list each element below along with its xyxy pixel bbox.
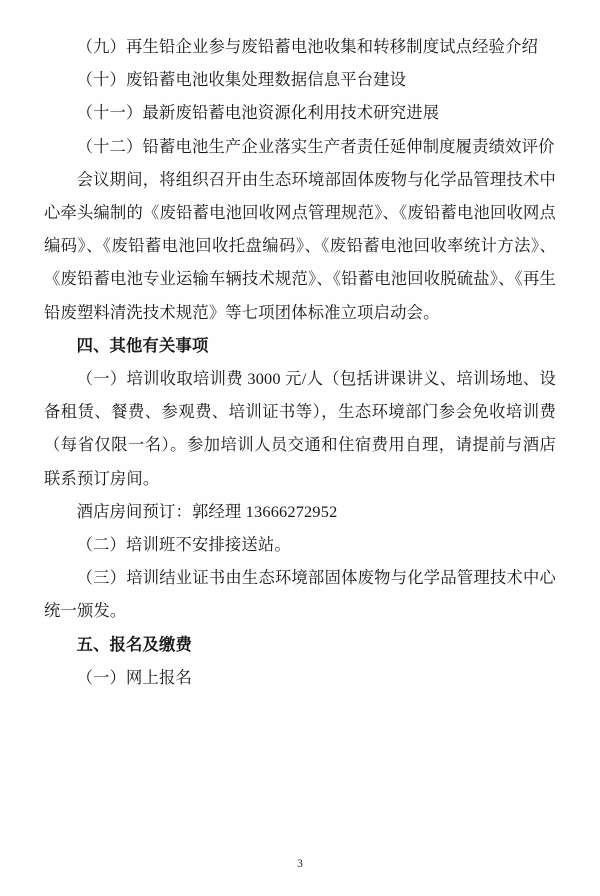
fee-paragraph: （一）培训收取培训费 3000 元/人（包括讲课讲义、培训场地、设备租赁、餐费、参观费、培训证书等），生态环境部门参会免收培训费（每省仅限一名）。参加培训人员交通和住宿费用自理，请提前与酒店联系预订房间。 bbox=[44, 369, 556, 488]
section-heading-5: 五、报名及缴费 bbox=[76, 634, 192, 654]
meeting-standards-paragraph: 会议期间，将组织召开由生态环境部固体废物与化学品管理技术中心牵头编制的《废铅蓄电池回收网点管理规范》、《废铅蓄电池回收网点编码》、《废铅蓄电池回收托盘编码》、《废铅蓄电池回收率统计方法》、《废铅蓄电池专业运输车辆技术规范》、《铅蓄电池回收脱硫盐》、《再生铅废塑料清洗技术规范》等七项团体标准立项启动会。 bbox=[44, 169, 556, 322]
document-body bbox=[44, 30, 556, 694]
item-11: （十一）最新废铅蓄电池资源化利用技术研究进展 bbox=[76, 103, 440, 123]
online-registration-paragraph: （一）网上报名 bbox=[76, 667, 192, 687]
item-10: （十）废铅蓄电池收集处理数据信息平台建设 bbox=[76, 70, 407, 90]
certificate-paragraph: （三）培训结业证书由生态环境部固体废物与化学品管理技术中心统一颁发。 bbox=[44, 568, 556, 621]
page-number: 3 bbox=[297, 858, 303, 870]
hotel-booking-paragraph: 酒店房间预订：郭经理 13666272952 bbox=[76, 501, 338, 521]
no-shuttle-paragraph: （二）培训班不安排接送站。 bbox=[76, 535, 291, 555]
item-12: （十二）铅蓄电池生产企业落实生产者责任延伸制度履责绩效评价 bbox=[76, 136, 555, 156]
item-9: （九）再生铅企业参与废铅蓄电池收集和转移制度试点经验介绍 bbox=[76, 37, 539, 56]
section-heading-4: 四、其他有关事项 bbox=[76, 335, 209, 355]
